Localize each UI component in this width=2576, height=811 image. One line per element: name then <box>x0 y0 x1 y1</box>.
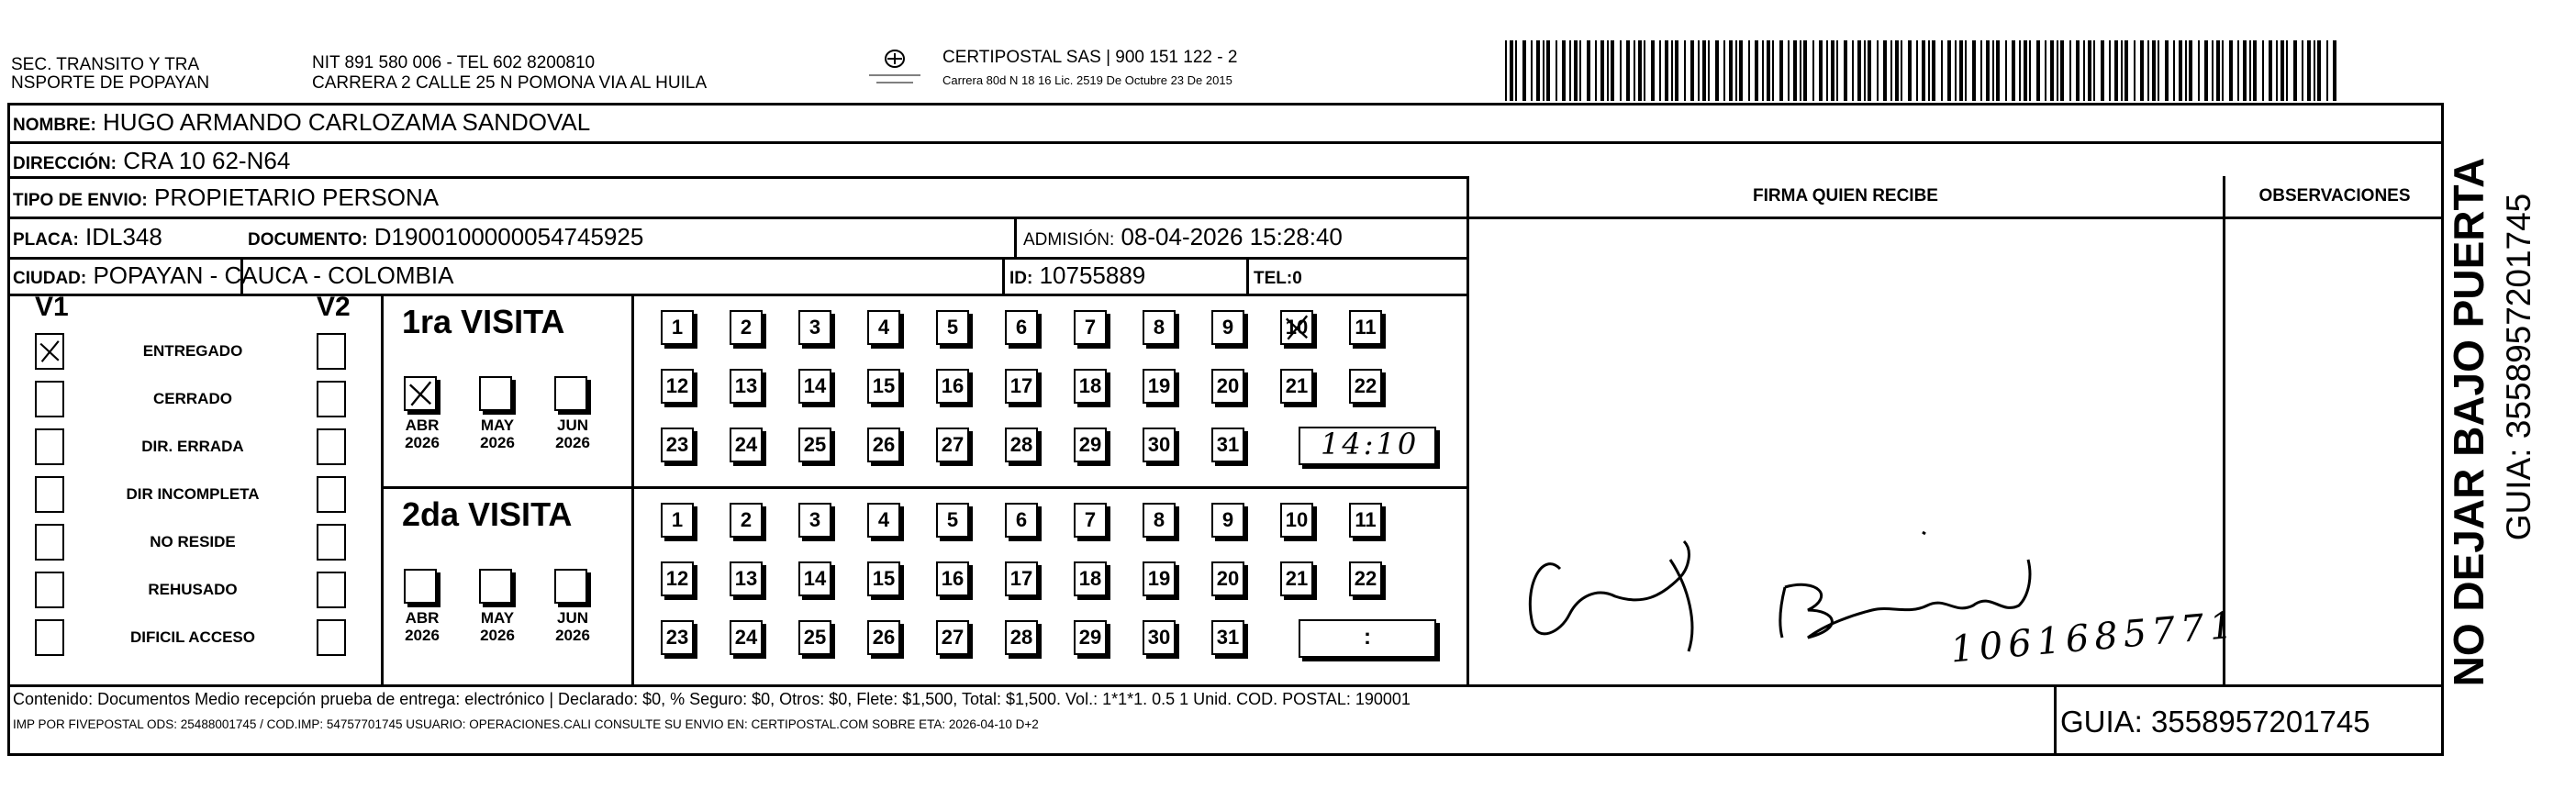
barcode-bar <box>1836 40 1838 101</box>
day-14-box[interactable]: 14 <box>798 369 831 404</box>
barcode-bar <box>1587 40 1590 101</box>
barcode-bar <box>1941 40 1943 101</box>
day-12-box[interactable]: 12 <box>661 369 694 404</box>
nombre-row <box>13 108 590 139</box>
day-23-box[interactable]: 23 <box>661 620 694 655</box>
barcode-bar <box>1788 40 1790 101</box>
barcode-bar <box>1986 40 1990 101</box>
day-30-box[interactable]: 30 <box>1143 428 1176 462</box>
day-25-box[interactable]: 25 <box>798 428 831 462</box>
direccion-label: DIRECCIÓN: <box>13 154 117 173</box>
month-label: JUN 2026 <box>555 609 590 644</box>
barcode-bar <box>1800 40 1801 101</box>
signature <box>1505 514 2240 679</box>
v1-checkbox[interactable] <box>35 524 64 561</box>
barcode-bar <box>1992 40 1994 101</box>
barcode-bar <box>1659 40 1661 101</box>
day-17-box[interactable]: 17 <box>1005 561 1038 596</box>
barcode-bar <box>1611 40 1614 101</box>
day-15-box[interactable]: 15 <box>867 369 900 404</box>
direccion-row <box>13 147 290 178</box>
barcode-bar <box>1651 40 1655 101</box>
barcode-bar <box>2165 40 2169 101</box>
day-5-box[interactable]: 5 <box>936 310 969 345</box>
day-24-box[interactable]: 24 <box>730 428 763 462</box>
signature-number: 1061685771 <box>1948 604 2240 672</box>
barcode-bar <box>2076 40 2080 101</box>
barcode-bar <box>1569 40 1571 101</box>
footer-imp: IMP POR FIVEPOSTAL ODS: 25488001745 / COD.IMP: 54757701745 USUARIO: OPERACIONES.CALI CONSULTE SU ENVIO EN: CERTIPOSTAL.COM SOBRE ETA: 2026-04-10 D+2 <box>13 717 1039 731</box>
day-22-box[interactable]: 22 <box>1349 369 1382 404</box>
day-24-box[interactable]: 24 <box>730 620 763 655</box>
barcode-bar <box>2317 40 2321 101</box>
barcode-bar <box>2333 40 2336 101</box>
check-mark-icon <box>37 335 62 368</box>
day-8-box[interactable]: 8 <box>1143 310 1176 345</box>
day-7-box[interactable]: 7 <box>1074 503 1107 538</box>
barcode-bar <box>1634 40 1635 101</box>
barcode-bar <box>1965 40 1967 101</box>
month-label: ABR 2026 <box>405 609 440 644</box>
barcode-bar <box>1803 40 1807 101</box>
day-17-box[interactable]: 17 <box>1005 369 1038 404</box>
barcode-bar <box>2237 40 2239 101</box>
barcode-bar <box>1916 40 1918 101</box>
barcode-bar <box>2198 40 2200 101</box>
barcode-bar <box>2276 40 2278 101</box>
barcode-bar <box>1852 40 1854 101</box>
rule <box>631 294 634 684</box>
barcode-bar <box>1556 40 1557 101</box>
day-27-box[interactable]: 27 <box>936 620 969 655</box>
admision-label: ADMISIÓN: <box>1023 230 1115 250</box>
barcode-bar <box>2083 40 2085 101</box>
barcode-bar <box>1959 40 1963 101</box>
rule <box>7 141 2444 144</box>
barcode-bar <box>1708 40 1710 101</box>
barcode-bar <box>1515 40 1517 101</box>
barcode-bar <box>2114 40 2118 101</box>
barcode-bar <box>2124 40 2128 101</box>
month-label: MAY 2026 <box>480 417 515 451</box>
tipo-row <box>13 183 439 215</box>
barcode-bar <box>2262 40 2264 101</box>
barcode-bar <box>1955 40 1957 101</box>
day-22-box[interactable]: 22 <box>1349 561 1382 596</box>
barcode-bar <box>1972 40 1976 101</box>
barcode-bar <box>2147 40 2149 101</box>
barcode-bar <box>1877 40 1879 101</box>
barcode-bar <box>1996 40 2000 101</box>
barcode-bar <box>2121 40 2123 101</box>
barcode-bar <box>1543 40 1544 101</box>
barcode-bar <box>1620 40 1622 101</box>
day-19-box[interactable]: 19 <box>1143 369 1176 404</box>
barcode-bar <box>1908 40 1912 101</box>
month-checkbox[interactable] <box>404 376 437 411</box>
first-visit-title: 1ra VISITA <box>402 303 565 340</box>
barcode-bar <box>2060 40 2064 101</box>
status-label: NO RESIDE <box>150 533 236 550</box>
barcode-bar <box>2179 40 2182 101</box>
barcode-bar <box>1684 40 1686 101</box>
second-visit-title: 2da VISITA <box>402 495 573 533</box>
barcode-bar <box>2134 40 2136 101</box>
barcode-bar <box>1767 40 1770 101</box>
day-2-box[interactable]: 2 <box>730 503 763 538</box>
barcode-bar <box>1739 40 1743 101</box>
courier-name: CERTIPOSTAL SAS | 900 151 122 - 2 <box>942 48 1238 67</box>
direccion-value: CRA 10 62-N64 <box>123 147 291 174</box>
rule <box>7 217 2444 219</box>
barcode-bar <box>2152 40 2156 101</box>
day-1-box[interactable]: 1 <box>661 503 694 538</box>
firma-header: FIRMA QUIEN RECIBE <box>1753 186 1938 206</box>
day-31-box[interactable]: 31 <box>1211 428 1244 462</box>
barcode-bar <box>1671 40 1673 101</box>
id-label: ID: <box>1009 269 1033 288</box>
day-18-box[interactable]: 18 <box>1074 369 1107 404</box>
month-label: ABR 2026 <box>405 417 440 451</box>
barcode-bar <box>1928 40 1930 101</box>
tel-value: 0 <box>1292 269 1302 288</box>
v2-checkbox[interactable] <box>317 333 346 370</box>
rule <box>1002 257 1005 294</box>
barcode-bar <box>2314 40 2315 101</box>
barcode-bar <box>2286 40 2288 101</box>
day-21-box[interactable]: 21 <box>1280 369 1313 404</box>
day-13-box[interactable]: 13 <box>730 369 763 404</box>
barcode-bar <box>2109 40 2111 101</box>
barcode-bar <box>1546 40 1550 101</box>
barcode-bar <box>1819 40 1823 101</box>
rule <box>1014 217 1017 257</box>
tipo-label: TIPO DE ENVIO: <box>13 191 148 210</box>
barcode-bar <box>2012 40 2015 101</box>
day-4-box[interactable]: 4 <box>867 503 900 538</box>
barcode-bar <box>2093 40 2095 101</box>
barcode-bar <box>2280 40 2284 101</box>
day-12-box[interactable]: 12 <box>661 561 694 596</box>
barcode-bar <box>1748 40 1750 101</box>
barcode-bar <box>2302 40 2303 101</box>
month-checkbox[interactable] <box>554 569 587 604</box>
barcode-bar <box>1932 40 1935 101</box>
day-3-box[interactable]: 3 <box>798 310 831 345</box>
barcode-bar <box>2243 40 2247 101</box>
day-30-box[interactable]: 30 <box>1143 620 1176 655</box>
barcode-bar <box>1947 40 1951 101</box>
admision-row <box>1023 223 1343 254</box>
barcode-bar <box>2229 40 2233 101</box>
barcode-bar <box>1895 40 1899 101</box>
barcode-bar <box>1531 40 1533 101</box>
v2-checkbox[interactable] <box>317 428 346 465</box>
address-line: CARRERA 2 CALLE 25 N POMONA VIA AL HUILA <box>312 73 708 93</box>
barcode-bar <box>1715 40 1719 101</box>
barcode-bar <box>1607 40 1609 101</box>
barcode-bar <box>2069 40 2071 101</box>
barcode-bar <box>2173 40 2175 101</box>
barcode-bar <box>1595 40 1597 101</box>
nit-line: NIT 891 580 006 - TEL 602 8200810 <box>312 53 596 72</box>
status-label: DIR INCOMPLETA <box>126 485 260 503</box>
tel-row <box>1254 261 1302 293</box>
barcode-bar <box>1779 40 1783 101</box>
barcode-bar <box>2140 40 2144 101</box>
barcode-bar <box>2036 40 2040 101</box>
day-29-box[interactable]: 29 <box>1074 620 1107 655</box>
day-21-box[interactable]: 21 <box>1280 561 1313 596</box>
barcode-bar <box>2222 40 2224 101</box>
barcode-bar <box>1644 40 1645 101</box>
day-23-box[interactable]: 23 <box>661 428 694 462</box>
v2-checkbox[interactable] <box>317 524 346 561</box>
certipostal-logo <box>867 44 922 92</box>
v1-checkbox[interactable] <box>35 428 64 465</box>
barcode-bar <box>2307 40 2311 101</box>
month-label: MAY 2026 <box>480 609 515 644</box>
first-visit-time-box[interactable] <box>1299 427 1436 465</box>
day-20-box[interactable]: 20 <box>1211 369 1244 404</box>
day-20-box[interactable]: 20 <box>1211 561 1244 596</box>
barcode-bar <box>1723 40 1725 101</box>
month-checkbox[interactable] <box>479 376 512 411</box>
rule <box>7 294 1466 296</box>
day-27-box[interactable]: 27 <box>936 428 969 462</box>
check-mark-icon <box>406 378 435 409</box>
tel-label: TEL: <box>1254 269 1293 288</box>
day-16-box[interactable]: 16 <box>936 561 969 596</box>
v2-checkbox[interactable] <box>317 381 346 417</box>
day-9-box[interactable]: 9 <box>1211 503 1244 538</box>
barcode-bar <box>2189 40 2192 101</box>
barcode-bar <box>1831 40 1834 101</box>
month-checkbox[interactable] <box>554 376 587 411</box>
status-label: ENTREGADO <box>142 342 243 360</box>
day-5-box[interactable]: 5 <box>936 503 969 538</box>
barcode-bar <box>1844 40 1847 101</box>
status-label: DIFICIL ACCESO <box>129 628 255 646</box>
barcode-bar <box>2212 40 2214 101</box>
rule <box>7 684 2444 687</box>
v2-checkbox[interactable] <box>317 572 346 608</box>
footer-guia: GUIA: 3558957201745 <box>2060 705 2370 739</box>
barcode-bar <box>1890 40 1892 101</box>
barcode-bar <box>1793 40 1797 101</box>
v1-label: V1 <box>35 292 69 322</box>
v1-checkbox[interactable] <box>35 333 64 370</box>
sender-line1: SEC. TRANSITO Y TRA <box>11 55 200 74</box>
barcode-bar <box>1857 40 1861 101</box>
tipo-value: PROPIETARIO PERSONA <box>153 183 440 211</box>
id-value: 10755889 <box>1039 261 1146 289</box>
barcode-bar <box>1883 40 1887 101</box>
month-checkbox[interactable] <box>479 569 512 604</box>
v2-checkbox[interactable] <box>317 619 346 656</box>
day-8-box[interactable]: 8 <box>1143 503 1176 538</box>
day-28-box[interactable]: 28 <box>1005 428 1038 462</box>
footer-contenido: Contenido: Documentos Medio recepción prueba de entrega: electrónico | Declarado: $0, % Seguro: $0, Otros: $0, Flete: $1,500, Total: $1,500. Vol.: 1*1*1. 0.5 1 Unid. COD. POSTAL: 190001 <box>13 690 1411 708</box>
barcode-bar <box>1812 40 1814 101</box>
day-13-box[interactable]: 13 <box>730 561 763 596</box>
barcode-bar <box>1922 40 1925 101</box>
barcode-bar <box>1702 40 1706 101</box>
barcode-bar <box>1729 40 1733 101</box>
v1-checkbox[interactable] <box>35 619 64 656</box>
barcode-bar <box>1522 40 1526 101</box>
barcode-bar <box>1665 40 1668 101</box>
barcode-bar <box>1864 40 1866 101</box>
barcode-bar <box>2326 40 2328 101</box>
day-18-box[interactable]: 18 <box>1074 561 1107 596</box>
ciudad-label: CIUDAD: <box>13 269 87 288</box>
day-4-box[interactable]: 4 <box>867 310 900 345</box>
courier-address: Carrera 80d N 18 16 Lic. 2519 De Octubre 23 De 2015 <box>942 73 1232 87</box>
barcode-bar <box>1980 40 1982 101</box>
rule <box>1466 176 1469 684</box>
barcode-bar <box>1772 40 1774 101</box>
documento-label: DOCUMENTO: <box>248 230 368 250</box>
barcode-bar <box>1735 40 1737 101</box>
barcode-bar <box>2019 40 2021 101</box>
sender-line2: NSPORTE DE POPAYAN <box>11 73 210 93</box>
barcode-bar <box>1755 40 1758 101</box>
day-7-box[interactable]: 7 <box>1074 310 1107 345</box>
side-guia: GUIA: 3558957201745 <box>2500 193 2537 541</box>
barcode-bar <box>1536 40 1540 101</box>
day-10-box[interactable]: 10 <box>1280 503 1313 538</box>
month-label: JUN 2026 <box>555 417 590 451</box>
placa-label: PLACA: <box>13 230 79 250</box>
v1-checkbox[interactable] <box>35 381 64 417</box>
documento-value: D1900100000054745925 <box>374 223 644 250</box>
day-19-box[interactable]: 19 <box>1143 561 1176 596</box>
barcode-bar <box>2029 40 2031 101</box>
nombre-value: HUGO ARMANDO CARLOZAMA SANDOVAL <box>103 108 591 136</box>
status-label: REHUSADO <box>148 581 238 598</box>
barcode-bar <box>2005 40 2007 101</box>
barcode-bar <box>2101 40 2104 101</box>
day-29-box[interactable]: 29 <box>1074 428 1107 462</box>
day-26-box[interactable]: 26 <box>867 620 900 655</box>
day-28-box[interactable]: 28 <box>1005 620 1038 655</box>
barcode-bar <box>2185 40 2187 101</box>
day-15-box[interactable]: 15 <box>867 561 900 596</box>
barcode-bar <box>2045 40 2046 101</box>
barcode-bar <box>1638 40 1642 101</box>
v1-checkbox[interactable] <box>35 476 64 513</box>
status-label: CERRADO <box>153 390 232 407</box>
barcode-bar <box>2057 40 2058 101</box>
day-10-box[interactable]: 10 <box>1280 310 1313 345</box>
rule <box>1246 257 1249 294</box>
day-1-box[interactable]: 1 <box>661 310 694 345</box>
status-label: DIR. ERRADA <box>141 438 244 455</box>
day-2-box[interactable]: 2 <box>730 310 763 345</box>
barcode-bar <box>1600 40 1604 101</box>
barcode-bar <box>1579 40 1581 101</box>
side-warning: NO DEJAR BAJO PUERTA <box>2445 157 2492 687</box>
barcode-bar <box>2249 40 2251 101</box>
day-26-box[interactable]: 26 <box>867 428 900 462</box>
barcode-bar <box>1626 40 1630 101</box>
placa-row <box>13 223 162 254</box>
second-visit-time-box[interactable]: : <box>1299 619 1436 658</box>
first-visit-time: 14:10 <box>1321 427 1420 461</box>
barcode-bar <box>2050 40 2054 101</box>
barcode-bar <box>1762 40 1764 101</box>
admision-value: 08-04-2026 15:28:40 <box>1121 223 1343 250</box>
documento-row <box>248 223 643 254</box>
barcode-bar <box>1698 40 1700 101</box>
ciudad-value: POPAYAN - CAUCA - COLOMBIA <box>93 261 454 289</box>
barcode-bar <box>2253 40 2257 101</box>
v2-label: V2 <box>317 292 351 322</box>
barcode <box>1505 40 2340 101</box>
day-14-box[interactable]: 14 <box>798 561 831 596</box>
day-25-box[interactable]: 25 <box>798 620 831 655</box>
barcode-bar <box>2269 40 2272 101</box>
rule <box>2054 684 2057 756</box>
barcode-bar <box>2088 40 2091 101</box>
day-11-box[interactable]: 11 <box>1349 503 1382 538</box>
barcode-bar <box>1868 40 1871 101</box>
month-checkbox[interactable] <box>404 569 437 604</box>
barcode-bar <box>1690 40 1694 101</box>
rule <box>381 294 384 684</box>
rule <box>381 486 1466 489</box>
id-row <box>1009 261 1145 293</box>
barcode-bar <box>2216 40 2220 101</box>
v1-checkbox[interactable] <box>35 572 64 608</box>
barcode-bar <box>1562 40 1566 101</box>
barcode-bar <box>2024 40 2027 101</box>
v2-checkbox[interactable] <box>317 476 346 513</box>
barcode-bar <box>1675 40 1678 101</box>
barcode-bar <box>1505 40 1507 101</box>
barcode-bar <box>1826 40 1828 101</box>
observaciones-header: OBSERVACIONES <box>2258 186 2411 206</box>
barcode-bar <box>2293 40 2297 101</box>
barcode-bar <box>1510 40 1513 101</box>
day-6-box[interactable]: 6 <box>1005 503 1038 538</box>
placa-value: IDL348 <box>85 223 162 250</box>
day-11-box[interactable]: 11 <box>1349 310 1382 345</box>
barcode-bar <box>1574 40 1578 101</box>
day-16-box[interactable]: 16 <box>936 369 969 404</box>
day-6-box[interactable]: 6 <box>1005 310 1038 345</box>
barcode-bar <box>2158 40 2159 101</box>
nombre-label: NOMBRE: <box>13 116 96 135</box>
day-9-box[interactable]: 9 <box>1211 310 1244 345</box>
barcode-bar <box>1901 40 1902 101</box>
day-31-box[interactable]: 31 <box>1211 620 1244 655</box>
day-3-box[interactable]: 3 <box>798 503 831 538</box>
barcode-bar <box>2204 40 2208 101</box>
ciudad-row <box>13 261 453 293</box>
check-mark-icon <box>1282 312 1311 343</box>
